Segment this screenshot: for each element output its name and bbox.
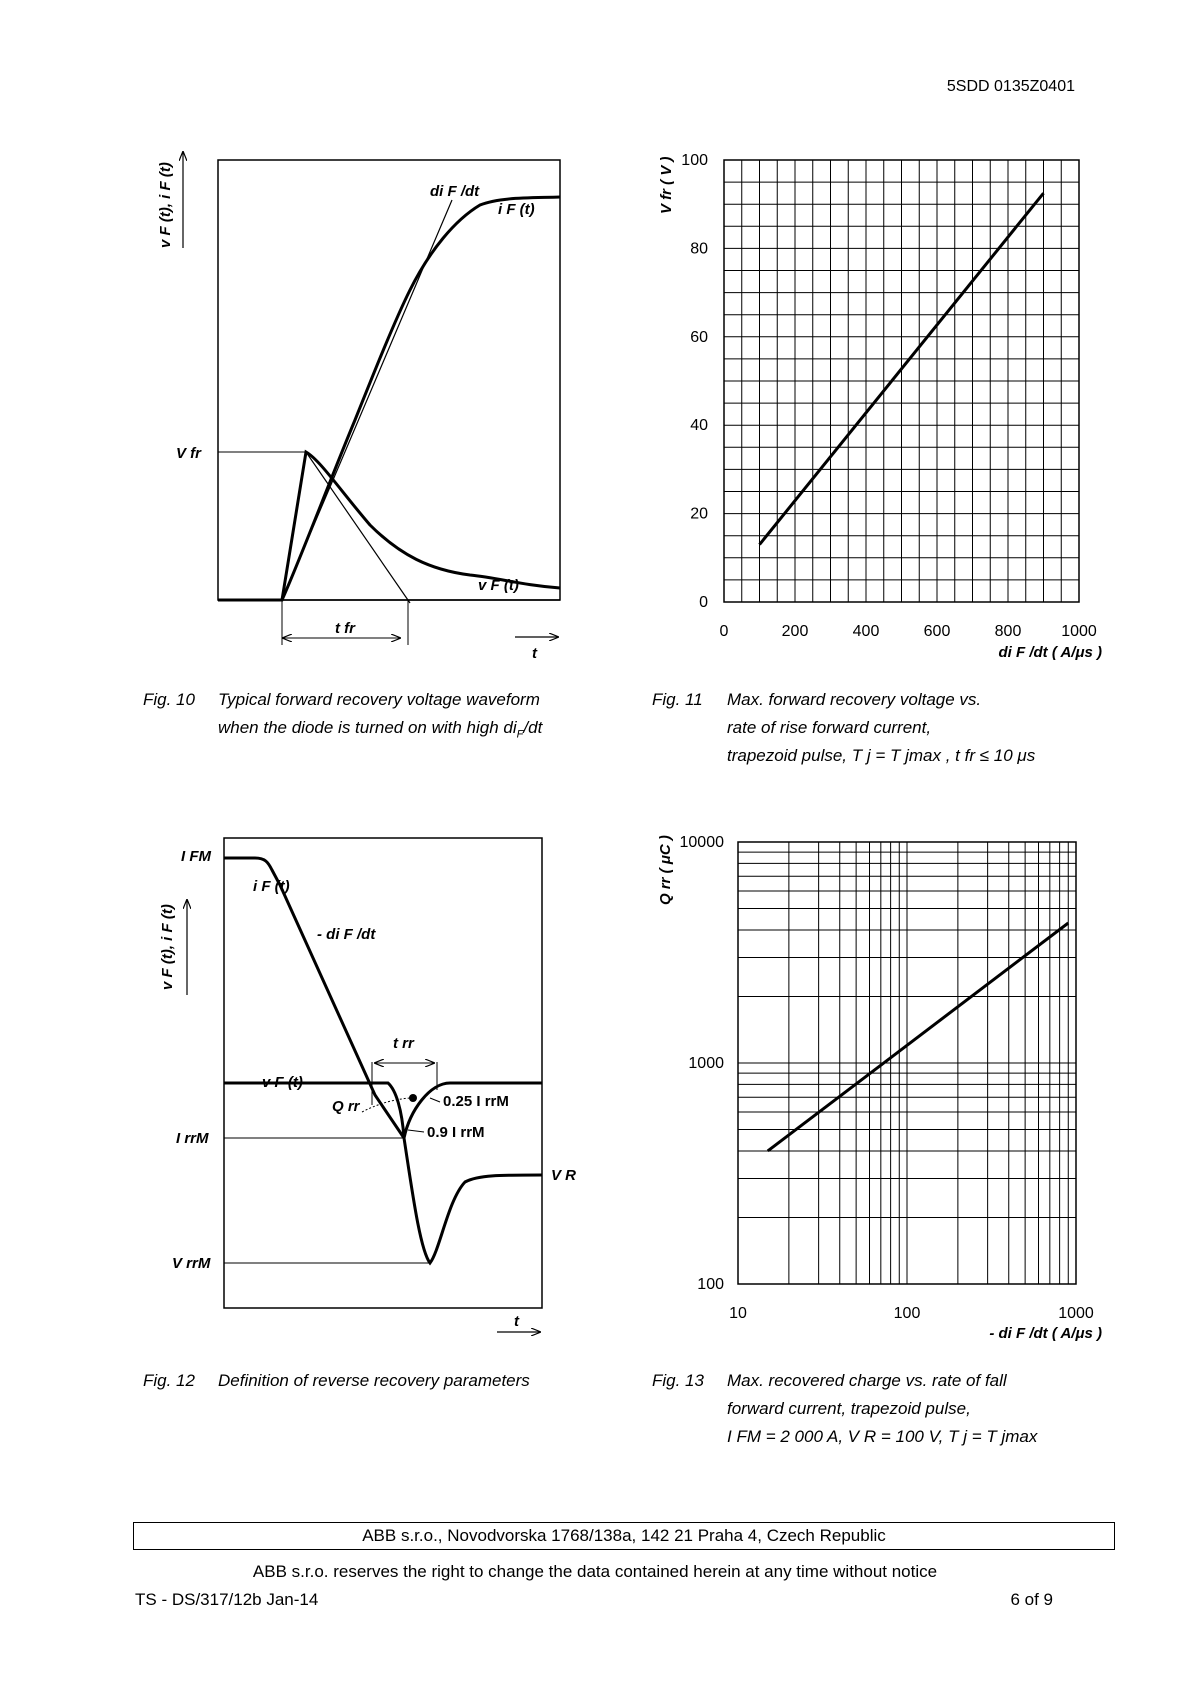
fig10-if-label: i F (t): [498, 201, 535, 218]
fig13-x-tick-label: 100: [893, 1305, 921, 1322]
fig11-caption: [652, 686, 1035, 770]
fig11-y-tick-label: 60: [690, 328, 708, 346]
fig10-didt-label: di F /dt: [430, 183, 480, 200]
fig13-x-ticks: [729, 1305, 1094, 1322]
fig10-caption: [143, 686, 542, 748]
fig12-didt-label: - di F /dt: [317, 926, 376, 943]
fig12-qrr-label: Q rr: [332, 1098, 360, 1115]
fig12-p09-leader: [408, 1130, 424, 1132]
fig12-vr-curve: [404, 1138, 542, 1263]
fig12-vrrm-label: V rrM: [172, 1255, 211, 1272]
fig12-if-label: i F (t): [253, 878, 290, 895]
fig11-caption-line2: rate of rise forward current,: [727, 718, 932, 737]
fig12-vf-label: v F (t): [262, 1074, 303, 1091]
fig12-p25-leader: [430, 1098, 440, 1102]
fig13-x-tick-label: 1000: [1058, 1305, 1094, 1322]
fig12-ifm-label: I FM: [181, 848, 211, 865]
fig11-x-tick-label: 600: [923, 623, 951, 640]
fig10-frame: [218, 160, 560, 600]
fig13-chart: [657, 834, 1102, 1342]
footer-doc-ref: TS - DS/317/12b Jan-14: [135, 1590, 319, 1609]
fig13-caption-line2: forward current, trapezoid pulse,: [727, 1399, 971, 1418]
fig11-grid: [724, 160, 1079, 602]
footer-address: ABB s.r.o., Novodvorska 1768/138a, 142 21 Praha 4, Czech Republic: [133, 1522, 1115, 1550]
fig10-caption-sub: F: [516, 728, 524, 741]
fig11-y-tick-label: 20: [690, 505, 708, 523]
fig10-y-label: v F (t), i F (t): [157, 162, 174, 248]
fig11-x-tick-label: 200: [781, 623, 809, 640]
fig13-grid: [738, 842, 1076, 1284]
fig11-caption-line1: Max. forward recovery voltage vs.: [727, 690, 982, 709]
fig12-p09-label: 0.9 I rrM: [427, 1124, 485, 1141]
fig10-vf-label: v F (t): [478, 577, 519, 594]
fig11-x-tick-label: 1000: [1061, 623, 1097, 640]
fig11-y-ticks: [681, 152, 708, 611]
fig13-caption: [652, 1367, 1037, 1451]
fig10-caption-line2: when the diode is turned on with high di: [218, 718, 517, 737]
fig11-x-ticks: [720, 623, 1097, 640]
fig12-t-label: t: [514, 1313, 519, 1330]
fig11-x-label: di F /dt ( A/μs ): [998, 644, 1102, 661]
fig10-caption-line1: Typical forward recovery voltage waveform: [218, 690, 540, 709]
fig12-if-curve: [224, 858, 404, 1138]
fig11-caption-num: Fig. 11: [652, 690, 703, 709]
fig13-caption-line3: I FM = 2 000 A, V R = 100 V, T j = T jmax: [727, 1427, 1038, 1446]
fig10-t-label: t: [532, 645, 537, 662]
fig11-y-label: V fr ( V ): [658, 156, 675, 214]
fig11-x-tick-label: 800: [994, 623, 1022, 640]
fig12-caption: [143, 1367, 530, 1395]
fig13-y-tick-label: 1000: [688, 1055, 724, 1072]
fig13-caption-line1: Max. recovered charge vs. rate of fall: [727, 1371, 1007, 1390]
fig11-caption-line3: trapezoid pulse, T j = T jmax , t fr ≤ 10 μs: [727, 746, 1036, 765]
fig13-y-tick-label: 10000: [679, 834, 724, 851]
fig12-frame: [224, 838, 542, 1308]
fig13-x-tick-label: 10: [729, 1305, 747, 1322]
fig11-chart: [658, 152, 1102, 661]
fig12-y-label: v F (t), i F (t): [159, 904, 176, 990]
fig12-p25-label: 0.25 I rrM: [443, 1093, 509, 1110]
fig10-if-curve: [218, 197, 560, 600]
fig11-y-tick-label: 40: [690, 417, 708, 435]
fig11-x-tick-label: 0: [719, 623, 729, 640]
fig13-caption-num: Fig. 13: [652, 1371, 704, 1390]
fig11-y-tick-label: 100: [681, 152, 708, 169]
footer-page-number: 6 of 9: [1010, 1590, 1053, 1609]
fig12-caption-text: Definition of reverse recovery parameters: [218, 1371, 530, 1390]
fig10-vf-tangent: [306, 452, 410, 603]
fig11-y-tick-label: 0: [699, 594, 708, 611]
fig10-tfr-label: t fr: [335, 620, 355, 637]
fig13-y-tick-label: 100: [697, 1276, 724, 1293]
fig12-qrr-dot: [409, 1094, 417, 1102]
fig10-diagram: [157, 152, 560, 662]
fig13-y-ticks: [680, 834, 725, 1293]
fig13-x-label: - di F /dt ( A/μs ): [989, 1325, 1102, 1342]
fig11-y-tick-label: 80: [690, 240, 708, 258]
document-id: 5SDD 0135Z0401: [946, 78, 1075, 95]
fig10-caption-end: /dt: [523, 718, 543, 737]
fig13-y-label: Q rr ( μC ): [657, 835, 674, 905]
fig11-x-tick-label: 400: [852, 623, 880, 640]
fig12-diagram: [159, 838, 576, 1332]
fig12-vf-curve: [224, 1083, 542, 1138]
fig12-caption-num: Fig. 12: [143, 1371, 195, 1390]
fig10-vfr-label: V fr: [176, 445, 202, 462]
fig10-caption-num: Fig. 10: [143, 690, 195, 709]
fig12-trr-label: t rr: [393, 1035, 414, 1052]
footer-notice: ABB s.r.o. reserves the right to change the data contained herein at any time without notice: [252, 1562, 938, 1581]
fig12-vr-label: V R: [551, 1167, 577, 1184]
fig12-irrm-label: I rrM: [176, 1130, 209, 1147]
